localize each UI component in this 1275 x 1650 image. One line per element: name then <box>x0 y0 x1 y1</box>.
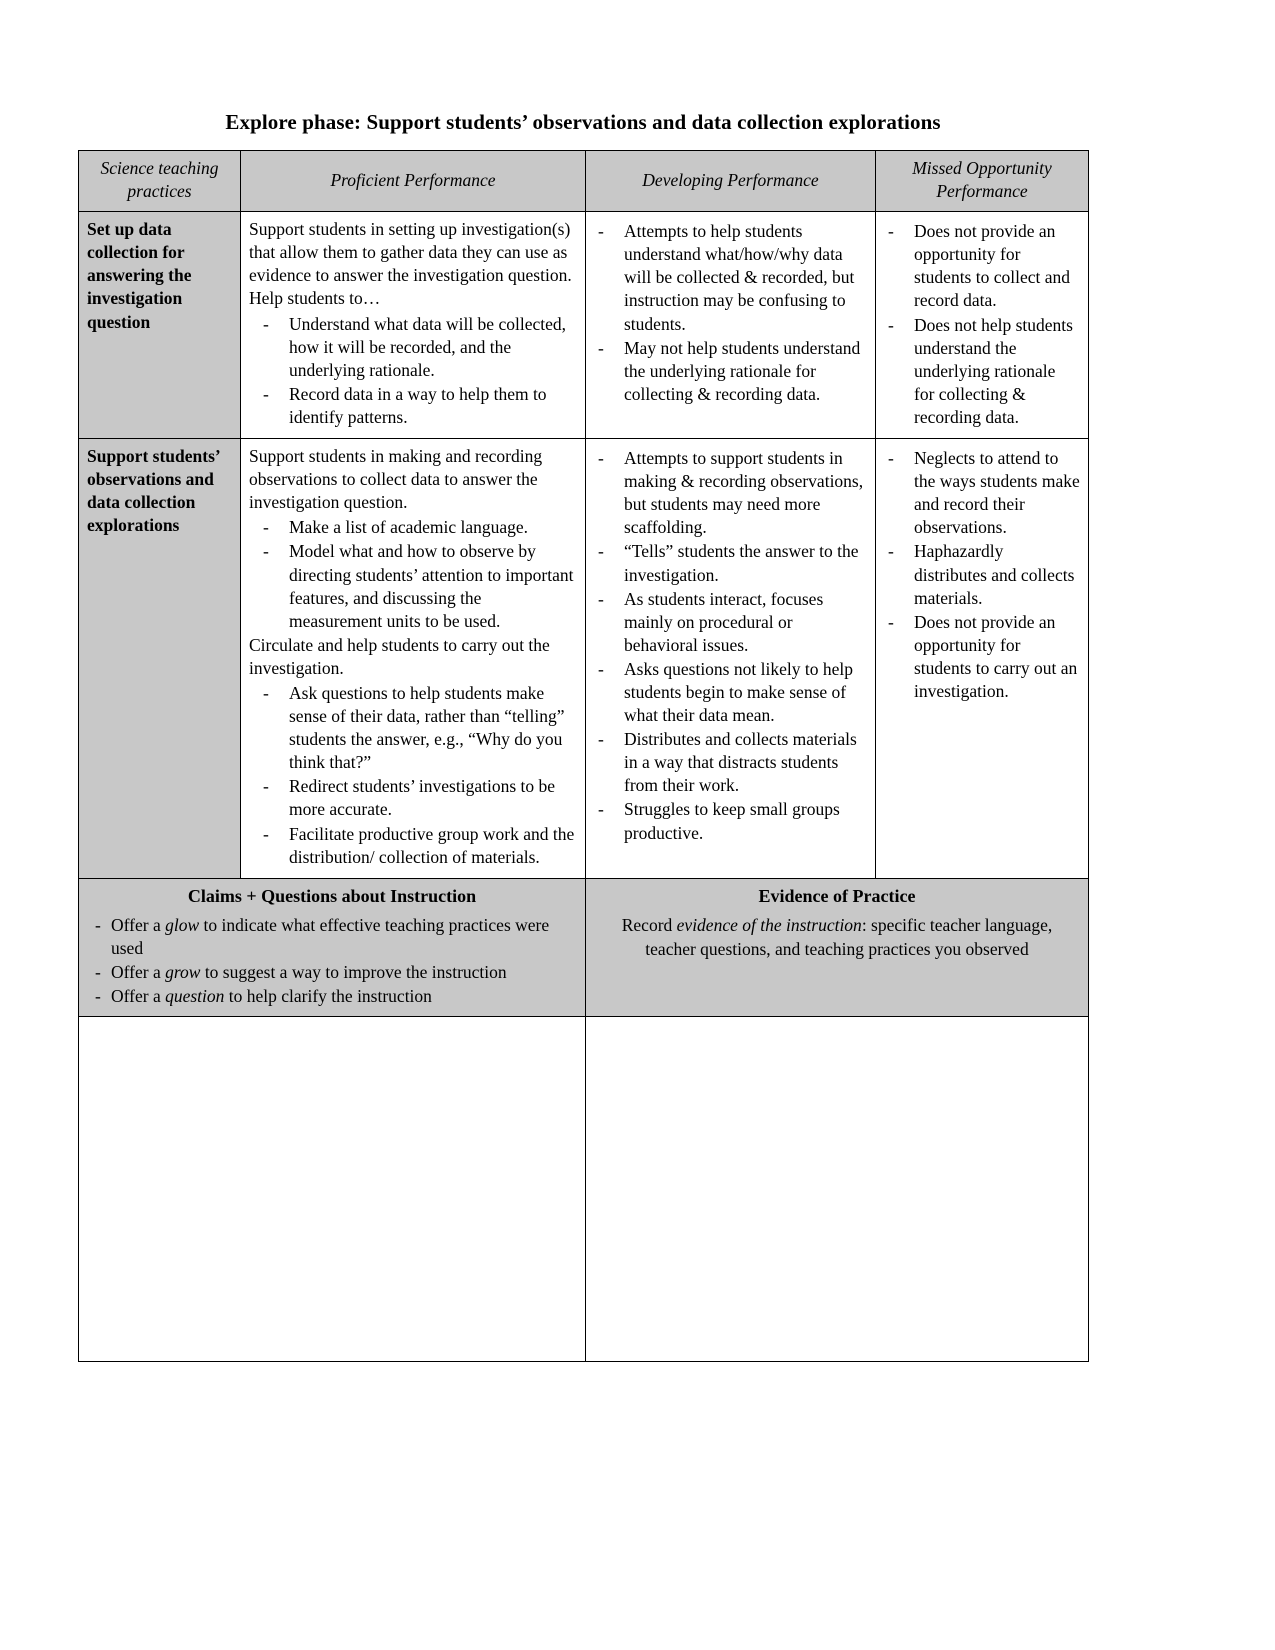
list-item: - Neglects to attend to the ways students make and record their observations. <box>884 447 1080 539</box>
proficient-list <box>249 313 577 429</box>
rubric-table <box>78 150 1089 1362</box>
list-item: - Record data in a way to help them to identify patterns. <box>249 383 577 429</box>
bottom-header-row <box>79 878 1089 1017</box>
column-header-practices: Science teaching practices <box>79 151 241 212</box>
list-item: - Offer a grow to suggest a way to improve the instruction <box>87 961 577 984</box>
proficient-list-secondary <box>249 682 577 869</box>
column-header-developing: Developing Performance <box>586 151 876 212</box>
practice-label: Set up data collection for answering the investigation question <box>79 212 241 439</box>
claims-list <box>87 914 577 1007</box>
table-row <box>79 212 1089 439</box>
list-item: - Understand what data will be collected, how it will be recorded, and the underlying rationale. <box>249 313 577 382</box>
missed-list <box>884 447 1080 703</box>
list-item: - Model what and how to observe by directing students’ attention to important features, and discussing the measurement units to be used. <box>249 540 577 632</box>
list-item: - Redirect students’ investigations to be more accurate. <box>249 775 577 821</box>
missed-cell <box>876 439 1089 879</box>
proficient-mid-text: Circulate and help students to carry out the investigation. <box>249 634 550 678</box>
proficient-intro: Support students in setting up investigation(s) that allow them to gather data they can use as evidence to answer the investigation question. Help students to… <box>249 219 572 309</box>
list-item: - Facilitate productive group work and the distribution/ collection of materials. <box>249 823 577 869</box>
list-item: - Distributes and collects materials in a way that distracts students from their work. <box>594 728 867 797</box>
list-item: - Does not provide an opportunity for students to carry out an investigation. <box>884 611 1080 703</box>
column-header-missed: Missed Opportunity Performance <box>876 151 1089 212</box>
list-item: - As students interact, focuses mainly on procedural or behavioral issues. <box>594 588 867 657</box>
table-header-row <box>79 151 1089 212</box>
list-item: - Haphazardly distributes and collects materials. <box>884 540 1080 609</box>
column-header-proficient: Proficient Performance <box>241 151 586 212</box>
list-item: - Offer a glow to indicate what effective teaching practices were used <box>87 914 577 960</box>
list-item: - Does not help students understand the underlying rationale for collecting & recording data. <box>884 314 1080 429</box>
claims-response-area[interactable] <box>79 1017 586 1362</box>
developing-cell <box>586 439 876 879</box>
evidence-title: Evidence of Practice <box>758 885 916 906</box>
developing-list <box>594 220 867 406</box>
proficient-cell <box>241 212 586 439</box>
proficient-cell <box>241 439 586 879</box>
list-item: - Make a list of academic language. <box>249 516 577 539</box>
missed-cell <box>876 212 1089 439</box>
evidence-description: Record evidence of the instruction: specific teacher language, teacher questions, and teaching practices you observed <box>621 915 1053 960</box>
list-item: - Ask questions to help students make sense of their data, rather than “telling” students the answer, e.g., “Why do you think that?” <box>249 682 577 774</box>
claims-title: Claims + Questions about Instruction <box>187 885 477 906</box>
list-item: - Does not provide an opportunity for students to collect and record data. <box>884 220 1080 312</box>
developing-list <box>594 447 867 845</box>
table-row <box>79 439 1089 879</box>
page-title: Explore phase: Support students’ observations and data collection explorations <box>225 110 941 134</box>
evidence-response-area[interactable] <box>586 1017 1089 1362</box>
list-item: - “Tells” students the answer to the investigation. <box>594 540 867 586</box>
missed-list <box>884 220 1080 429</box>
list-item: - Attempts to support students in making & recording observations, but students may need more scaffolding. <box>594 447 867 539</box>
response-row <box>79 1017 1089 1362</box>
list-item: - Struggles to keep small groups productive. <box>594 798 867 844</box>
list-item: - Offer a question to help clarify the instruction <box>87 985 577 1008</box>
evidence-header-cell <box>586 878 1089 1017</box>
list-item: - Attempts to help students understand what/how/why data will be collected & recorded, but instruction may be confusing to students. <box>594 220 867 335</box>
developing-cell <box>586 212 876 439</box>
list-item: - Asks questions not likely to help students begin to make sense of what their data mean. <box>594 658 867 727</box>
list-item: - May not help students understand the underlying rationale for collecting & recording data. <box>594 337 867 406</box>
proficient-list <box>249 516 577 632</box>
proficient-intro: Support students in making and recording observations to collect data to answer the investigation question. <box>249 446 543 513</box>
practice-label: Support students’ observations and data collection explorations <box>79 439 241 879</box>
claims-header-cell <box>79 878 586 1017</box>
